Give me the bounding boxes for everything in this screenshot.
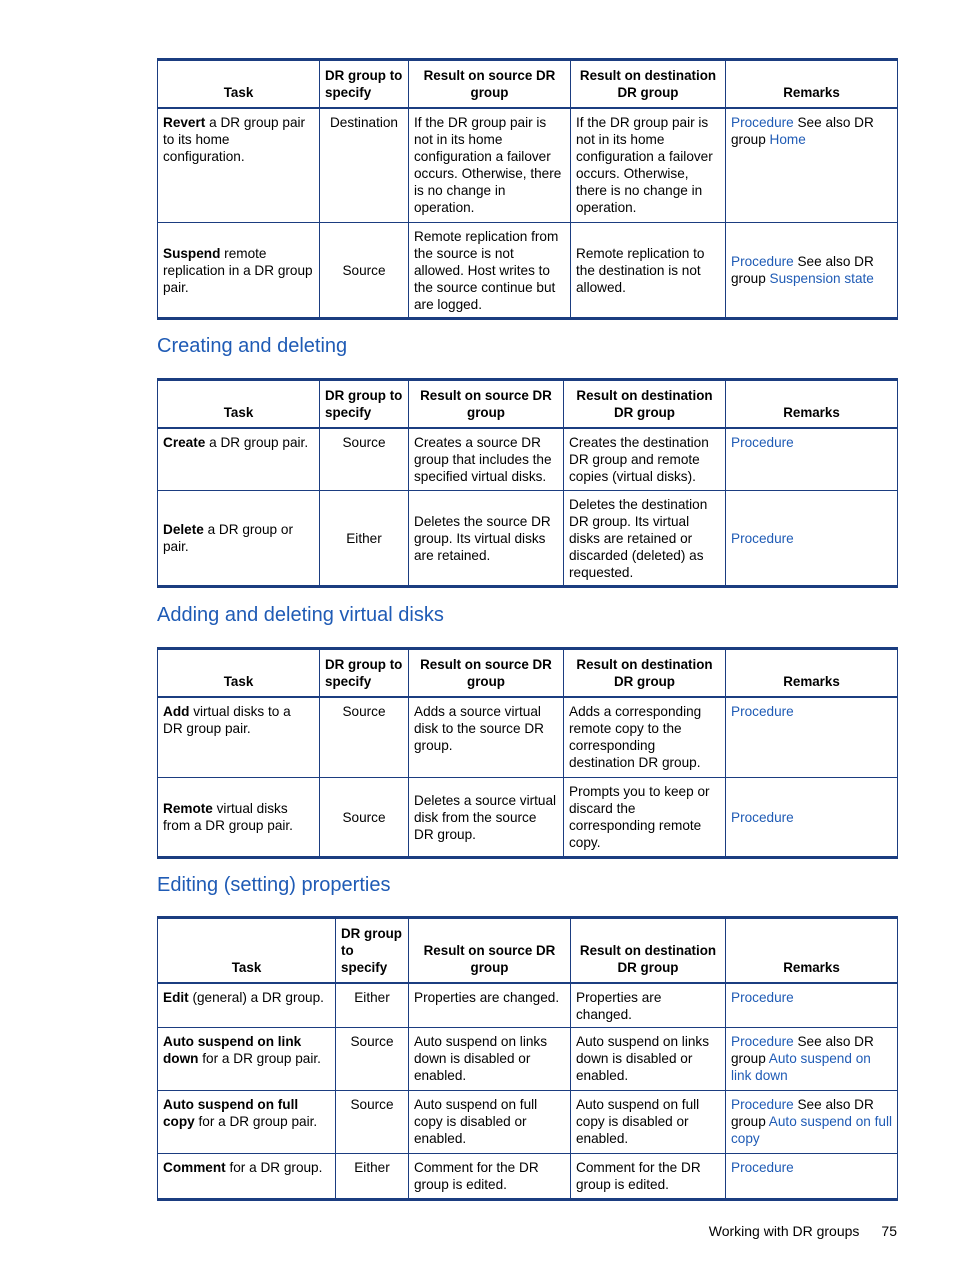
task-cell (158, 1028, 336, 1091)
page-footer (709, 1223, 897, 1239)
task-cell (158, 777, 320, 857)
remark-text: See also DR group (731, 1097, 874, 1129)
task-name: Auto suspend on full copy (163, 1097, 299, 1129)
section-title-creating-deleting: Creating and deleting (157, 335, 348, 357)
section-title-adding-deleting-virtual-disks: Adding and deleting virtual disks (157, 604, 444, 626)
task-cell (158, 1154, 336, 1200)
header-remarks: Remarks (726, 649, 898, 698)
task-name: Add (163, 704, 190, 719)
remarks-cell (726, 1091, 898, 1154)
dst-cell: Creates the destination DR group and remote copies (virtual disks). (564, 428, 726, 490)
remarks-cell (726, 428, 898, 490)
task-cell (158, 983, 336, 1028)
task-desc: virtual disks to a DR group pair. (163, 704, 291, 736)
table-row (158, 490, 898, 586)
dr-cell: Source (320, 697, 409, 777)
src-cell: Deletes a source virtual disk from the source DR group. (409, 777, 564, 857)
remark-text: See also DR group (731, 115, 874, 147)
src-cell: Properties are changed. (409, 983, 571, 1028)
table-row (158, 983, 898, 1028)
task-name: Delete (163, 522, 204, 537)
suspension-state-link[interactable]: Suspension state (769, 271, 874, 286)
procedure-link[interactable]: Procedure (731, 1160, 794, 1175)
task-name: Create (163, 435, 206, 450)
task-desc: virtual disks from a DR group pair. (163, 801, 293, 833)
header-dr-group: DR group to specify (320, 60, 409, 109)
table-row (158, 108, 898, 222)
task-cell (158, 697, 320, 777)
src-cell: Creates a source DR group that includes the specified virtual disks. (409, 428, 564, 490)
header-remarks: Remarks (726, 380, 898, 429)
auto-suspend-full-copy-link[interactable]: Auto suspend on full copy (731, 1114, 892, 1146)
header-dr-group: DR group to specify (320, 380, 409, 429)
dr-cell: Either (336, 1154, 409, 1200)
task-name: Edit (163, 990, 189, 1005)
src-cell: Deletes the source DR group. Its virtual disks are retained. (409, 490, 564, 586)
dr-cell: Destination (320, 108, 409, 222)
dr-cell: Source (320, 222, 409, 318)
header-remarks: Remarks (726, 918, 898, 984)
task-cell (158, 490, 320, 586)
task-desc: a DR group pair. (205, 435, 309, 450)
procedure-link[interactable]: Procedure (731, 809, 794, 825)
header-dest-result: Result on destination DR group (571, 60, 726, 109)
table-row (158, 1154, 898, 1200)
task-desc: for a DR group pair. (198, 1051, 321, 1066)
dst-cell: Auto suspend on links down is disabled or enabled. (571, 1028, 726, 1091)
table-header-row (158, 60, 898, 109)
remark-text: See also DR group (731, 254, 874, 286)
header-task: Task (158, 649, 320, 698)
table-row (158, 428, 898, 490)
dst-cell: Auto suspend on full copy is disabled or enabled. (571, 1091, 726, 1154)
src-cell: Comment for the DR group is edited. (409, 1154, 571, 1200)
remarks-cell (726, 490, 898, 586)
procedure-link[interactable]: Procedure (731, 254, 794, 269)
task-desc: a DR group or pair. (163, 522, 293, 554)
task-desc: remote replication in a DR group pair. (163, 245, 313, 295)
table-header-row (158, 380, 898, 429)
procedure-link[interactable]: Procedure (731, 704, 794, 719)
remark-text: See also DR group (731, 1034, 874, 1066)
table-editing-properties (157, 916, 898, 1201)
auto-suspend-link-down-link[interactable]: Auto suspend on link down (731, 1051, 871, 1083)
dst-cell: Prompts you to keep or discard the corresponding remote copy. (564, 777, 726, 857)
table-dr-group-operations (157, 58, 898, 320)
header-task: Task (158, 60, 320, 109)
task-desc: a DR group pair to its home configuration. (163, 115, 306, 164)
header-dr-group: DR group to specify (320, 649, 409, 698)
header-dest-result: Result on destination DR group (564, 380, 726, 429)
dst-cell: Properties are changed. (571, 983, 726, 1028)
remarks-cell (726, 697, 898, 777)
table-row (158, 777, 898, 857)
table-row (158, 697, 898, 777)
header-source-result: Result on source DR group (409, 380, 564, 429)
dr-cell: Source (336, 1091, 409, 1154)
header-dr-group: DR group to specify (336, 918, 409, 984)
dr-cell: Either (320, 490, 409, 586)
dr-cell: Source (336, 1028, 409, 1091)
page-number: 75 (881, 1223, 897, 1239)
dst-cell: Comment for the DR group is edited. (571, 1154, 726, 1200)
section-title-editing-properties: Editing (setting) properties (157, 874, 391, 896)
task-name: Revert (163, 115, 206, 130)
task-cell (158, 108, 320, 222)
procedure-link[interactable]: Procedure (731, 115, 794, 130)
procedure-link[interactable]: Procedure (731, 435, 794, 450)
procedure-link[interactable]: Procedure (731, 530, 794, 546)
remarks-cell (726, 983, 898, 1028)
header-source-result: Result on source DR group (409, 60, 571, 109)
src-cell: Remote replication from the source is not allowed. Host writes to the source continue but are logged. (409, 222, 571, 318)
procedure-link[interactable]: Procedure (731, 1034, 794, 1049)
table-row (158, 1028, 898, 1091)
remarks-cell (726, 222, 898, 318)
remarks-cell (726, 108, 898, 222)
remarks-cell (726, 1154, 898, 1200)
task-name: Comment (163, 1160, 226, 1175)
task-name: Remote (163, 801, 213, 816)
procedure-link[interactable]: Procedure (731, 1097, 794, 1112)
header-dest-result: Result on destination DR group (571, 918, 726, 984)
task-desc: for a DR group pair. (194, 1114, 318, 1129)
header-task: Task (158, 380, 320, 429)
src-cell: Auto suspend on full copy is disabled or enabled. (409, 1091, 571, 1154)
task-cell (158, 1091, 336, 1154)
remarks-cell (726, 1028, 898, 1091)
header-task: Task (158, 918, 336, 984)
task-desc: for a DR group. (225, 1160, 323, 1175)
procedure-link[interactable]: Procedure (731, 990, 794, 1005)
dst-cell: Remote replication to the destination is not allowed. (571, 222, 726, 318)
dst-cell: If the DR group pair is not in its home configuration a failover occurs. Otherwise, there is no change in operation. (571, 108, 726, 222)
header-dest-result: Result on destination DR group (564, 649, 726, 698)
table-row (158, 1091, 898, 1154)
task-name: Auto suspend on link down (163, 1034, 302, 1066)
header-remarks: Remarks (726, 60, 898, 109)
home-link[interactable]: Home (769, 132, 806, 147)
table-virtual-disks (157, 647, 898, 859)
table-creating-deleting (157, 378, 898, 588)
dr-cell: Source (320, 428, 409, 490)
task-cell (158, 222, 320, 318)
src-cell: Adds a source virtual disk to the source DR group. (409, 697, 564, 777)
header-source-result: Result on source DR group (409, 918, 571, 984)
header-source-result: Result on source DR group (409, 649, 564, 698)
task-cell (158, 428, 320, 490)
src-cell: If the DR group pair is not in its home configuration a failover occurs. Otherwise, there is no change in operation. (409, 108, 571, 222)
dr-cell: Either (336, 983, 409, 1028)
task-desc: (general) a DR group. (188, 990, 324, 1005)
table-header-row (158, 918, 898, 984)
dst-cell: Adds a corresponding remote copy to the corresponding destination DR group. (564, 697, 726, 777)
dr-cell: Source (320, 777, 409, 857)
table-header-row (158, 649, 898, 698)
dst-cell: Deletes the destination DR group. Its virtual disks are retained or discarded (deleted) as requested. (564, 490, 726, 586)
src-cell: Auto suspend on links down is disabled or enabled. (409, 1028, 571, 1091)
footer-chapter: Working with DR groups (708, 1223, 860, 1239)
task-name: Suspend (163, 245, 221, 261)
table-row (158, 222, 898, 318)
remarks-cell (726, 777, 898, 857)
